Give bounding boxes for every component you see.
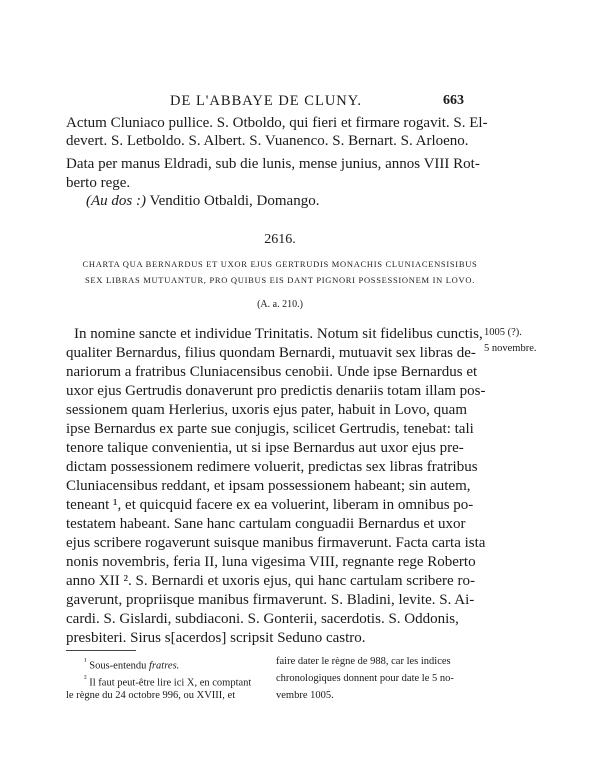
text-line: teneant ¹, et quicquid facere ex ea voluerint, liberam in omnibus po-: [66, 497, 474, 513]
dorse-note: [86, 193, 319, 210]
text-line: qualiter Bernardus, filius quondam Bernardi, mutuavit sex libras de-: [66, 345, 476, 361]
text-line: ejus scribere rogaverunt suisque manibus firmaverunt. Facta carta ista: [66, 535, 486, 551]
text-line: nariorum a fratribus Cluniacensibus cenobii. Unde ipse Bernardus et: [66, 364, 478, 380]
margin-day: 5 novembre.: [484, 343, 537, 354]
footnote-italic: fratres.: [149, 660, 180, 672]
text-line: Actum Cluniaco pullice. S. Otboldo, qui fieri et firmare rogavit. S. El-: [66, 115, 488, 131]
page-number: 663: [443, 93, 464, 108]
text-line: Cluniacensibus reddant, et ipsam possessionem habeant; sin autem,: [66, 478, 471, 494]
text-line: ipse Bernardus ex parte sue conjugis, scilicet Gertrudis, tenebat: tali: [66, 421, 474, 437]
charter-heading-line: CHARTA QUA BERNARDUS ET UXOR EJUS GERTRUDIS MONACHIS CLUNIACENSISIBUS: [82, 259, 478, 269]
text-line: uxor ejus Gertrudis donaverunt pro predictis denariis totam illam pos-: [66, 383, 486, 399]
footnote-text: Il faut peut-être lire ici X, en comptant: [89, 677, 252, 689]
text-line: sessionem quam Herlerius, uxoris ejus pater, habuit in Lovo, quam: [66, 402, 467, 418]
footnote-mark: ¹: [84, 656, 87, 666]
text-line: gaverunt, propriisque manibus firmaverunt. S. Bladini, levite. S. Ai-: [66, 592, 475, 608]
text-line: Data per manus Eldradi, sub die lunis, mense junius, annos VIII Rot-: [66, 156, 480, 172]
footnote-line: vembre 1005.: [276, 690, 334, 701]
dorse-label: (Au dos :): [86, 193, 146, 209]
footnote-line: chronologiques donnent pour date le 5 no-: [276, 673, 454, 684]
charter-date-note: (A. a. 210.): [257, 299, 303, 310]
footnote-text: Sous-entendu: [89, 660, 150, 672]
charter-number: 2616.: [264, 232, 296, 247]
footnote-1: [84, 656, 179, 672]
text-line: dictam possessionem redimere voluerit, predictas sex libras fratribus: [66, 459, 478, 475]
charter-heading-line: SEX LIBRAS MUTUANTUR, PRO QUIBUS EIS DANT PIGNORI POSSESSIONEM IN LOVO.: [84, 275, 476, 285]
text-line: tenore talique convenientia, ut si ipse Bernardus aut uxor ejus pre-: [66, 440, 464, 456]
text-line: nonis novembris, feria II, luna vigesima VIII, regnante rege Roberto: [66, 554, 476, 570]
text-line: cardi. S. Gislardi, subdiaconi. S. Gonterii, sacerdotis. S. Oddonis,: [66, 611, 459, 627]
page-header: [152, 93, 464, 111]
running-title: DE L'ABBAYE DE CLUNY.: [170, 93, 362, 109]
footnote-line: faire dater le règne de 988, car les indices: [276, 656, 451, 667]
footnote-rule: [66, 650, 136, 651]
footnote-line: le règne du 24 octobre 996, ou XVIII, et: [66, 690, 236, 701]
footnote-mark: ²: [84, 673, 87, 683]
text-line: berto rege.: [66, 175, 131, 191]
margin-date: 1005 (?).: [484, 327, 522, 338]
footnote-2: [84, 673, 251, 689]
text-line: anno XII ². S. Bernardi et uxoris ejus, qui hanc cartulam scribere ro-: [66, 573, 475, 589]
text-line: testatem habeant. Sane hanc cartulam conguadii Bernardus et uxor: [66, 516, 466, 532]
dorse-text: Venditio Otbaldi, Domango.: [146, 193, 320, 209]
text-line: presbiteri. Sirus s[acerdos] scripsit Seduno castro.: [66, 630, 366, 646]
text-line: devert. S. Letboldo. S. Albert. S. Vuanenco. S. Bernart. S. Arloeno.: [66, 133, 469, 149]
text-line: In nomine sancte et individue Trinitatis. Notum sit fidelibus cunctis,: [74, 326, 483, 342]
